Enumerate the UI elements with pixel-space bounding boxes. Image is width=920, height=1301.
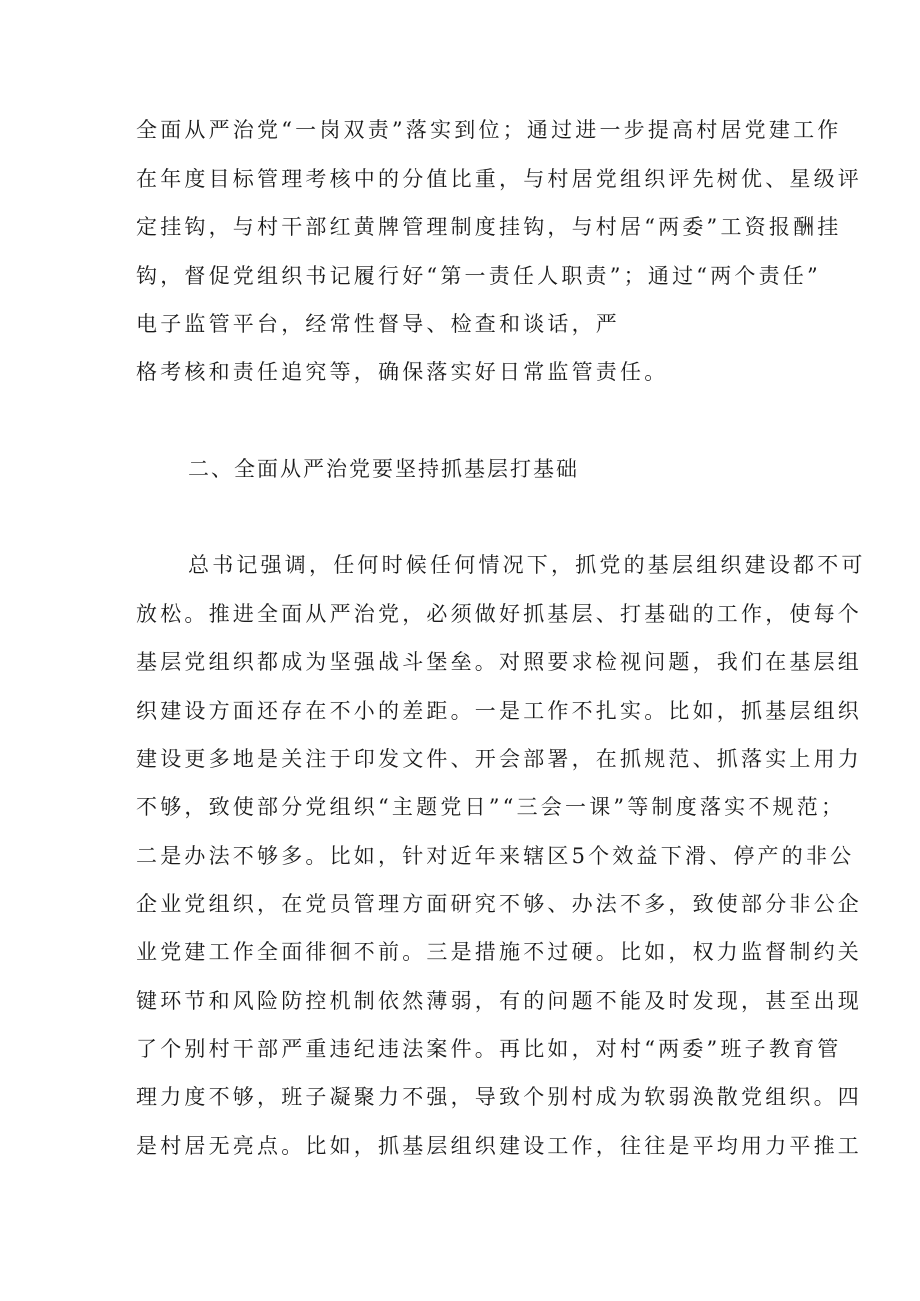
paragraph-line: 二是办法不够多。比如，针对近年来辖区5个效益下滑、停产的非公 <box>136 844 855 868</box>
paragraph-line: 电子监管平台，经常性督导、检查和谈话，严 <box>136 312 620 336</box>
paragraph-line: 全面从严治党“一岗双责”落实到位；通过进一步提高村居党建工作 <box>136 118 842 142</box>
paragraph-line: 建设更多地是关注于印发文件、开会部署，在抓规范、抓落实上用力 <box>136 747 862 771</box>
paragraph-line: 是村居无亮点。比如，抓基层组织建设工作，往往是平均用力平推工 <box>136 1134 862 1158</box>
paragraph-line: 钩，督促党组织书记履行好“第一责任人职责”；通过“两个责任” <box>136 264 821 288</box>
paragraph-line: 定挂钩，与村干部红黄牌管理制度挂钩，与村居“两委”工资报酬挂 <box>136 215 842 239</box>
paragraph-line: 在年度目标管理考核中的分值比重，与村居党组织评先树优、星级评 <box>136 167 862 191</box>
paragraph-line: 了个别村干部严重违纪违法案件。再比如，对村“两委”班子教育管 <box>136 1037 842 1061</box>
paragraph-line: 不够，致使部分党组织“主题党日”“三会一课”等制度落实不规范； <box>136 795 846 819</box>
paragraph-line: 基层党组织都成为坚强战斗堡垒。对照要求检视问题，我们在基层组 <box>136 650 862 674</box>
paragraph-line: 企业党组织，在党员管理方面研究不够、办法不多，致使部分非公企 <box>136 892 862 916</box>
paragraph-line: 总书记强调，任何时候任何情况下，抓党的基层组织建设都不可 <box>188 553 866 577</box>
paragraph-line: 织建设方面还存在不小的差距。一是工作不扎实。比如，抓基层组织 <box>136 699 862 723</box>
paragraph-line: 业党建工作全面徘徊不前。三是措施不过硬。比如，权力监督制约关 <box>136 940 862 964</box>
paragraph-line: 理力度不够，班子凝聚力不强，导致个别村成为软弱涣散党组织。四 <box>136 1085 862 1109</box>
paragraph-line: 放松。推进全面从严治党，必须做好抓基层、打基础的工作，使每个 <box>136 602 862 626</box>
paragraph-line: 格考核和责任追究等，确保落实好日常监管责任。 <box>136 360 669 384</box>
section-heading: 二、全面从严治党要坚持抓基层打基础 <box>188 457 579 481</box>
paragraph-line: 键环节和风险防控机制依然薄弱，有的问题不能及时发现，甚至出现 <box>136 989 862 1013</box>
